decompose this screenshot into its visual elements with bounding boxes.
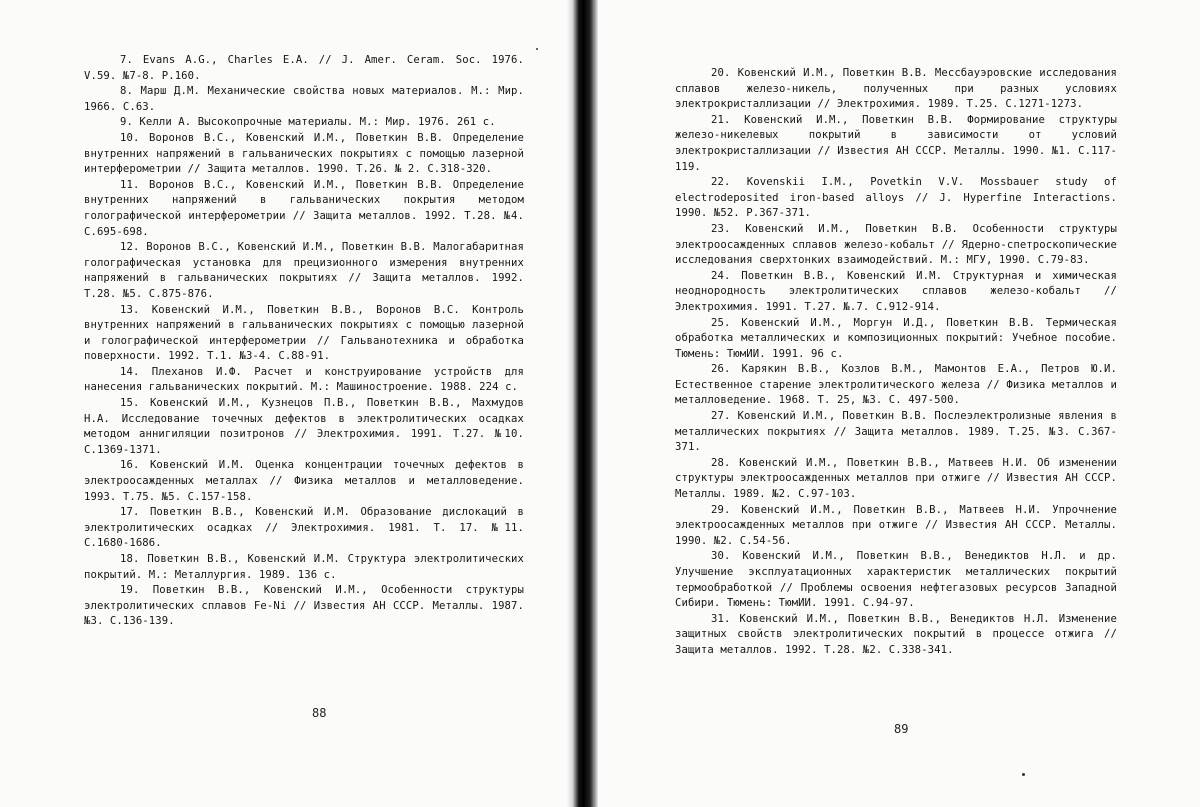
reference-item: 29. Ковенский И.М., Поветкин В.В., Матвеев Н.И. Упрочнение электроосажденных металлов при отжиге // Известия АН СССР. Металлы. 1990. №2. С.54-56. [675,503,1117,547]
reference-item: 20. Ковенский И.М., Поветкин В.В. Мессбауэровские исследования сплавов железо-никель, полученных при разных условиях электрокристаллизации // Электрохимия. 1989. Т.25. С.1271-1273. [675,67,1117,111]
reference-item: 10. Воронов В.С., Ковенский И.М., Поветкин В.В. Определение внутренних напряжений в гальванических покрытиях с помощью лазерной интерферометрии // Защита металлов. 1990. Т.26. № 2. С.318-320. [84,131,524,176]
reference-item: 22. Kovenskii I.M., Povetkin V.V. Mossbauer study of electrodeposited iron-based alloys // J. Hyperfine Interactions. 1990. №52. P.367-371. [675,176,1117,220]
reference-item: 25. Ковенский И.М., Моргун И.Д., Поветкин В.В. Термическая обработка металлических и композиционных покрытий: Учебное пособие. Тюмень: ТюмИИ. 1991. 96 с. [675,316,1117,360]
scan-speck [536,48,538,50]
reference-item: 24. Поветкин В.В., Ковенский И.М. Структурная и химическая неоднородность электролитических сплавов железо-кобальт // Электрохимия. 1991. Т.27. №.7. С.912-914. [675,269,1117,313]
reference-list-left [84,53,524,630]
left-page [0,0,570,807]
reference-item: 23. Ковенский И.М., Поветкин В.В. Особенности структуры электроосажденных сплавов железо-кобальт // Ядерно-спетроскопические исследования сверхтонких взаимодействий. М.: МГУ, 1990. С.79-83. [675,222,1117,267]
reference-item: 18. Поветкин В.В., Ковенский И.М. Структура электролитических покрытий. М.: Металлургия. 1989. 136 с. [84,553,524,581]
page-number-left: 88 [312,706,327,720]
reference-item: 27. Ковенский И.М., Поветкин В.В. Послеэлектролизные явления в металлических покрытиях // Защита металлов. 1989. Т.25. №3. С.367-371. [675,410,1117,454]
reference-item: 14. Плеханов И.Ф. Расчет и конструирование устройств для нанесения гальванических покрытий. М.: Машиностроение. 1988. 224 с. [84,365,524,394]
reference-item: 19. Поветкин В.В., Ковенский И.М., Особенности структуры электролитических сплавов Fe-Ni // Известия АН СССР. Металлы. 1987. №3. С.136-139. [84,584,524,628]
reference-item: 12. Воронов В.С., Ковенский И.М., Поветкин В.В. Малогабаритная голографическая установка для прецизионного измерения внутренних напряжений в гальванических покрытиях // Защита металлов. 1992. Т.28. №5. С.875-876. [84,241,524,300]
right-page [598,0,1200,807]
reference-item: 31. Ковенский И.М., Поветкин В.В., Венедиктов Н.Л. Изменение защитных свойств электролитических покрытий в процессе отжига // Защита металлов. 1992. Т.28. №2. С.338-341. [675,612,1117,656]
reference-item: 26. Карякин В.В., Козлов В.М., Мамонтов Е.А., Петров Ю.И. Естественное старение электролитического железа // Физика металлов и металловедение. 1968. Т. 25, №3. С. 497-500. [675,363,1117,407]
reference-item: 11. Воронов В.С., Ковенский И.М., Поветкин В.В. Определение внутренних напряжений в гальванических покрытия методом голографической интерферометрии // Защита металлов. 1992. Т.28. №4. С.695-698. [84,178,524,238]
reference-item: 17. Поветкин В.В., Ковенский И.М. Образование дислокаций в электролитических осадках // Электрохимия. 1981. Т. 17. №11. С.1680-1686. [84,506,524,550]
reference-item: 21. Ковенский И.М., Поветкин В.В. Формирование структуры железо-никелевых покрытий в зависимости от условий электрокристаллизации // Известия АН СССР. Металлы. 1990. №1. С.117-119. [675,113,1117,173]
reference-item: 28. Ковенский И.М., Поветкин В.В., Матвеев Н.И. Об изменении структуры электроосажденных металлов при отжиге // Известия АН СССР. Металлы. 1989. №2. С.97-103. [675,456,1117,501]
reference-item: 16. Ковенский И.М. Оценка концентрации точечных дефектов в электроосажденных металлах // Физика металлов и металловедение. 1993. Т.75. №5. С.157-158. [84,459,524,503]
reference-item: 9. Келли А. Высокопрочные материалы. М.: Мир. 1976. 261 с. [120,116,496,129]
reference-item: 7. Evans A.G., Charles E.A. // J. Amer. Ceram. Soc. 1976. V.59. №7-8. P.160. [84,54,524,82]
reference-item: 30. Ковенский И.М., Поветкин В.В., Венедиктов Н.Л. и др. Улучшение эксплуатационных характеристик металлических покрытий термообработкой // Проблемы освоения нефтегазовых ресурсов Западной Сибири. Тюмень: ТюмИИ. 1991. С.94-97. [675,550,1117,610]
scan-speck [1022,773,1025,776]
book-gutter [566,0,598,807]
page-number-right: 89 [894,722,909,736]
reference-item: 13. Ковенский И.М., Поветкин В.В., Воронов В.С. Контроль внутренних напряжений в гальванических покрытиях с помощью лазерной и голографической интерферометрии // Гальванотехника и обработка поверхности. 1992. Т.1. №3-4. С.88-91. [84,303,524,363]
reference-item: 8. Марш Д.М. Механические свойства новых материалов. М.: Мир. 1966. С.63. [84,85,524,113]
reference-item: 15. Ковенский И.М., Кузнецов П.В., Поветкин В.В., Махмудов Н.А. Исследование точечных дефектов в электролитических осадках методом аннигиляции позитронов // Электрохимия. 1991. Т.27. №10. С.1369-1371. [84,397,524,456]
reference-list-right [675,66,1117,659]
